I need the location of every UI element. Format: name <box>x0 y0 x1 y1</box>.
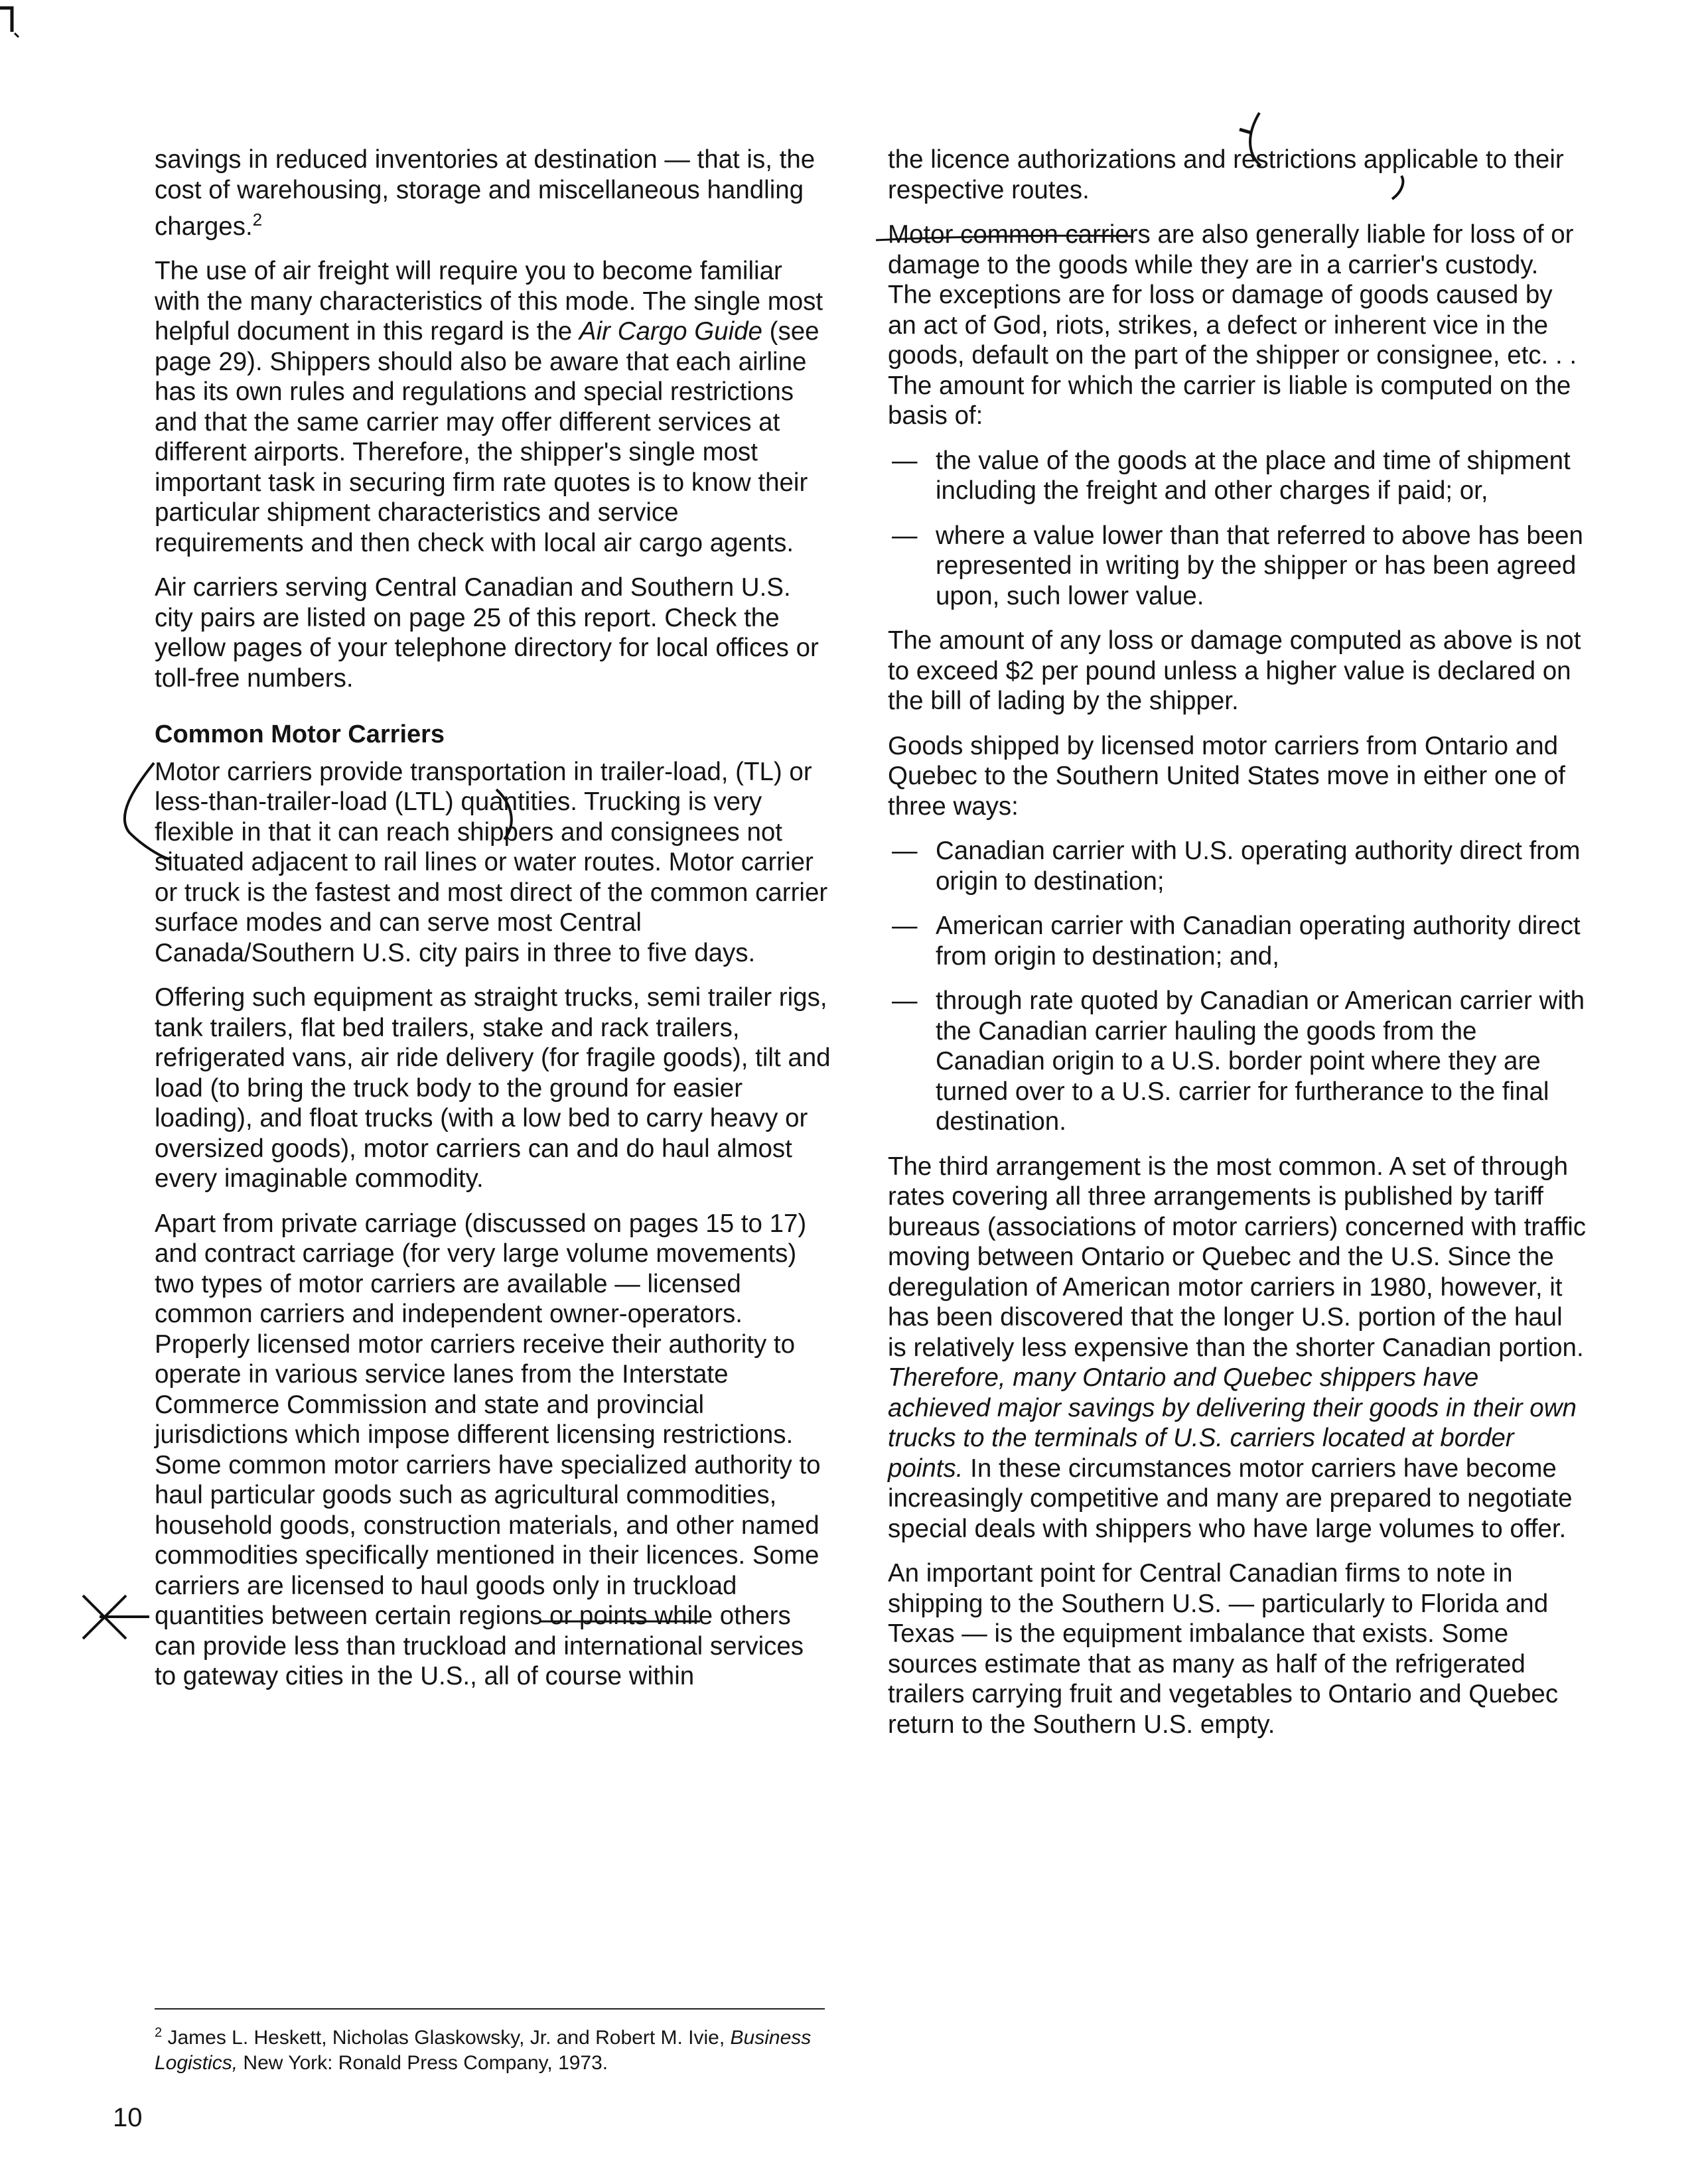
footnote-book-title: Business Logistics, <box>155 2027 812 2074</box>
air-cargo-guide-title: Air Cargo Guide <box>579 317 762 346</box>
paragraph-inventory-savings <box>155 145 831 241</box>
list-item: — the value of the goods at the place and time of shipment including the freight and other charges if paid; or, <box>888 446 1588 506</box>
paragraph-air-carriers: Air carriers serving Central Canadian and Southern U.S. city pairs are listed on page 25 of this report. Check the yellow pages of your telephone directory for local offices or toll-free numbers. <box>155 573 819 693</box>
paragraph-text: savings in reduced inventories at destination — that is, the cost of warehousing, storage and miscellaneous handling charges. <box>155 145 816 241</box>
left-column <box>155 145 831 1706</box>
list-item: — Canadian carrier with U.S. operating authority direct from origin to destination; <box>888 836 1588 896</box>
emphasis-text: Therefore, many Ontario and Quebec shippers have achieved major savings by delivering their goods in their own trucks to the terminals of U.S. carriers located at border points. <box>888 1363 1577 1483</box>
paragraph-liability: Motor common carriers are also generally liable for loss of or damage to the goods while they are in a carrier's custody. The exceptions are for loss or damage of goods caused by an act of God, riots, strikes, a defect or inherent vice in the goods, default on the part of the shipper or consignee, etc. . . The amount for which the carrier is liable is computed on the basis of: <box>888 220 1577 430</box>
page-number: 10 <box>113 2103 143 2132</box>
paragraph-third-arrangement <box>888 1152 1588 1544</box>
paragraph-text: (see page 29). Shippers should also be aware that each airline has its own rules and regulations and special restrictions and that the same carrier may offer different services at different airports. Therefore, the shipper's single most important task in securing firm rate quotes is to know their particular shipment characteristics and service requirements and then check with local air cargo agents. <box>155 317 819 557</box>
footnote-divider <box>155 2008 825 2010</box>
footnote-ref: 2 <box>252 210 263 230</box>
footnote-text: James L. Heskett, Nicholas Glaskowsky, Jr. and Robert M. Ivie, <box>162 2027 731 2049</box>
list-item: — American carrier with Canadian operating authority direct from origin to destination; and, <box>888 911 1588 971</box>
paragraph-air-freight <box>155 256 831 558</box>
paragraph-text: The third arrangement is the most common. A set of through rates covering all three arrangements is published by tariff bureaus (associations of motor carriers) concerned with traffic moving between Ontario or Quebec and the U.S. Since the deregulation of American motor carriers in 1980, however, it has been discovered that the longer U.S. portion of the haul is relatively less expensive than the shorter Canadian portion. <box>888 1152 1587 1362</box>
paragraph-private-carriage: Apart from private carriage (discussed on pages 15 to 17) and contract carriage (for very large volume movements) two types of motor carriers are available — licensed common carriers and independent owner-operators. Properly licensed motor carriers receive their authority to operate in various service lanes from the Interstate Commerce Commission and state and provincial jurisdictions which impose different licensing restrictions. Some common motor carriers have specialized authority to haul particular goods such as agricultural commodities, household goods, construction materials, and other named commodities specifically mentioned in their licences. Some carriers are licensed to haul goods only in truckload quantities between certain regions or points while others can provide less than truckload and international services to gateway cities in the U.S., all of course within <box>155 1209 821 1691</box>
liability-list <box>888 446 1588 612</box>
check-mark <box>1240 129 1251 133</box>
list-item: — through rate quoted by Canadian or American carrier with the Canadian carrier hauling the goods from the Canadian origin to a U.S. border point where they are turned over to a U.S. carrier for furtherance to the final destination. <box>888 986 1588 1137</box>
arrangement-list <box>888 836 1588 1137</box>
footnote <box>155 2020 845 2076</box>
right-column <box>888 145 1588 1754</box>
margin-corner-mark <box>0 0 27 40</box>
paragraph-equipment: Offering such equipment as straight trucks, semi trailer rigs, tank trailers, flat bed trailers, stake and rack trailers, refrigerated vans, air ride delivery (for fragile goods), tilt and load (to bring the truck body to the ground for easier loading), and float trucks (with a low bed to carry heavy or oversized goods), motor carriers can and do haul almost every imaginable commodity. <box>155 983 831 1194</box>
footnote-number: 2 <box>155 2025 163 2040</box>
paragraph-three-ways: Goods shipped by licensed motor carriers from Ontario and Quebec to the Southern United States move in either one of three ways: <box>888 731 1565 821</box>
list-item: — where a value lower than that referred to above has been represented in writing by the shipper or has been agreed upon, such lower value. <box>888 521 1588 612</box>
paragraph-licence: the licence authorizations and restrictions applicable to their respective routes. <box>888 145 1564 204</box>
section-heading: Common Motor Carriers <box>155 720 445 749</box>
paragraph-text: The use of air freight will require you to become familiar with the many characteristics of this mode. The single most helpful document in this regard is the <box>155 257 823 346</box>
margin-asterisk-mark <box>83 1596 149 1639</box>
paragraph-text: In these circumstances motor carriers have become increasingly competitive and many are prepared to negotiate special deals with shippers who have large volumes to offer. <box>888 1454 1573 1543</box>
paragraph-equipment-imbalance: An important point for Central Canadian firms to note in shipping to the Southern U.S. — particularly to Florida and Texas — is the equipment imbalance that exists. Some sources estimate that as many as half of the refrigerated trailers carrying fruit and vegetables to Ontario and Quebec return to the Southern U.S. empty. <box>888 1559 1559 1739</box>
paragraph-loss-limit: The amount of any loss or damage computed as above is not to exceed $2 per pound unless a higher value is declared on the bill of lading by the shipper. <box>888 626 1581 715</box>
footnote-text: New York: Ronald Press Company, 1973. <box>238 2052 608 2074</box>
paragraph-motor-carriers: Motor carriers provide transportation in trailer-load, (TL) or less-than-trailer-load (LTL) quantities. Trucking is very flexible in that it can reach shippers and consignees not situated adjacent to rail lines or water routes. Motor carrier or truck is the fastest and most direct of the common carrier surface modes and can serve most Central Canada/Southern U.S. city pairs in three to five days. <box>155 757 828 967</box>
